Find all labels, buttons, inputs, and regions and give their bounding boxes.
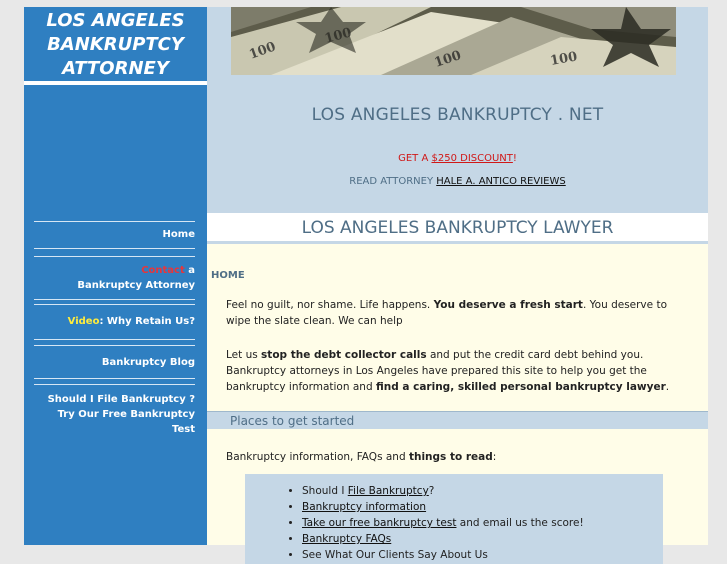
discount-suffix: ! bbox=[512, 153, 517, 164]
nav-blog-link[interactable]: Bankruptcy Blog bbox=[101, 357, 195, 368]
nav-contact-item[interactable] bbox=[34, 263, 195, 293]
discount-line bbox=[207, 153, 708, 164]
list-item-suffix: ? bbox=[428, 485, 435, 497]
resource-list bbox=[245, 474, 663, 563]
nav-test-line2[interactable]: Try Our Free Bankruptcy Test bbox=[57, 409, 195, 435]
para2-bold-2: find a caring, skilled personal bankruptcy lawyer bbox=[375, 381, 666, 393]
nav-video-highlight: Video bbox=[67, 316, 100, 327]
site-title[interactable] bbox=[24, 7, 207, 85]
free-bankruptcy-test-link[interactable]: Take our free bankruptcy test bbox=[302, 517, 457, 529]
site-title-line-3: ATTORNEY bbox=[62, 58, 169, 79]
para2-text-a: Let us bbox=[226, 349, 262, 361]
resource-panel bbox=[245, 474, 663, 564]
bankruptcy-information-link[interactable]: Bankruptcy information bbox=[302, 501, 427, 513]
nav-contact-line2[interactable]: Bankruptcy Attorney bbox=[77, 280, 195, 291]
para2-text-c: and put the credit card debt behind you. Bankruptcy attorneys in Los Angeles have prepared this site to help you get the bankruptcy information and bbox=[226, 349, 647, 393]
nav-divider bbox=[34, 248, 195, 249]
list-item bbox=[302, 499, 663, 515]
money-banner-graphic bbox=[231, 7, 676, 75]
header bbox=[207, 7, 708, 213]
nav-test-line1[interactable]: Should I File Bankruptcy ? bbox=[47, 394, 195, 405]
list-item-suffix: and email us the score! bbox=[456, 517, 584, 529]
svg-text:100: 100 bbox=[247, 39, 278, 63]
clients-say-text[interactable]: See What Our Clients Say About Us bbox=[302, 549, 488, 561]
places-heading: Places to get started bbox=[207, 411, 708, 429]
page bbox=[24, 7, 708, 561]
discount-prefix: GET A bbox=[398, 153, 432, 164]
nav-divider bbox=[34, 304, 195, 305]
nav-divider bbox=[34, 378, 195, 379]
nav-home-link[interactable]: Home bbox=[162, 229, 195, 240]
list-item bbox=[302, 515, 663, 531]
sidebar bbox=[24, 7, 207, 545]
para1-text-c: . You deserve to wipe the slate clean. We can help bbox=[226, 299, 667, 327]
bankruptcy-faqs-link[interactable]: Bankruptcy FAQs bbox=[302, 533, 392, 545]
section-label: HOME bbox=[211, 270, 245, 281]
intro-bold: things to read bbox=[408, 451, 493, 463]
para2-bold-1: stop the debt collector calls bbox=[261, 349, 427, 361]
review-line bbox=[207, 176, 708, 187]
nav-divider bbox=[34, 256, 195, 257]
svg-text:100: 100 bbox=[549, 49, 579, 69]
nav-divider bbox=[34, 221, 195, 222]
svg-text:100: 100 bbox=[432, 48, 464, 71]
list-item bbox=[302, 483, 663, 499]
discount-link[interactable]: $250 DISCOUNT bbox=[431, 153, 513, 164]
intro-text-c: : bbox=[492, 451, 497, 463]
site-title-line-1: LOS ANGELES bbox=[46, 10, 185, 31]
main-content bbox=[207, 213, 708, 561]
intro-text-a: Bankruptcy information, FAQs and bbox=[226, 451, 409, 463]
site-title-line-2: BANKRUPTCY bbox=[47, 34, 184, 55]
nav-contact-highlight: Contact bbox=[141, 265, 185, 276]
list-item bbox=[302, 547, 663, 563]
sidebar-nav bbox=[34, 221, 195, 437]
list-item-prefix: Should I bbox=[302, 485, 348, 497]
review-link[interactable]: HALE A. ANTICO REVIEWS bbox=[436, 176, 566, 187]
para2-text-e: . bbox=[665, 381, 670, 393]
nav-divider bbox=[34, 384, 195, 385]
review-prefix: READ ATTORNEY bbox=[349, 176, 437, 187]
nav-divider bbox=[34, 339, 195, 340]
site-name[interactable]: LOS ANGELES BANKRUPTCY . NET bbox=[311, 105, 604, 125]
nav-video-rest: : Why Retain Us? bbox=[99, 316, 195, 327]
nav-divider bbox=[34, 345, 195, 346]
list-item bbox=[302, 531, 663, 547]
intro-paragraph bbox=[226, 297, 686, 329]
money-banner-image bbox=[231, 7, 676, 75]
nav-contact-rest: a bbox=[184, 265, 195, 276]
file-bankruptcy-link[interactable]: File Bankruptcy bbox=[347, 485, 429, 497]
nav-contact-link[interactable] bbox=[34, 263, 195, 278]
para1-bold: You deserve a fresh start bbox=[433, 299, 583, 311]
info-intro bbox=[226, 449, 686, 465]
nav-divider bbox=[34, 299, 195, 300]
para1-text-a: Feel no guilt, nor shame. Life happens. bbox=[226, 299, 434, 311]
page-title: LOS ANGELES BANKRUPTCY LAWYER bbox=[207, 213, 708, 244]
nav-video-link[interactable] bbox=[34, 314, 195, 329]
help-paragraph bbox=[226, 347, 686, 395]
